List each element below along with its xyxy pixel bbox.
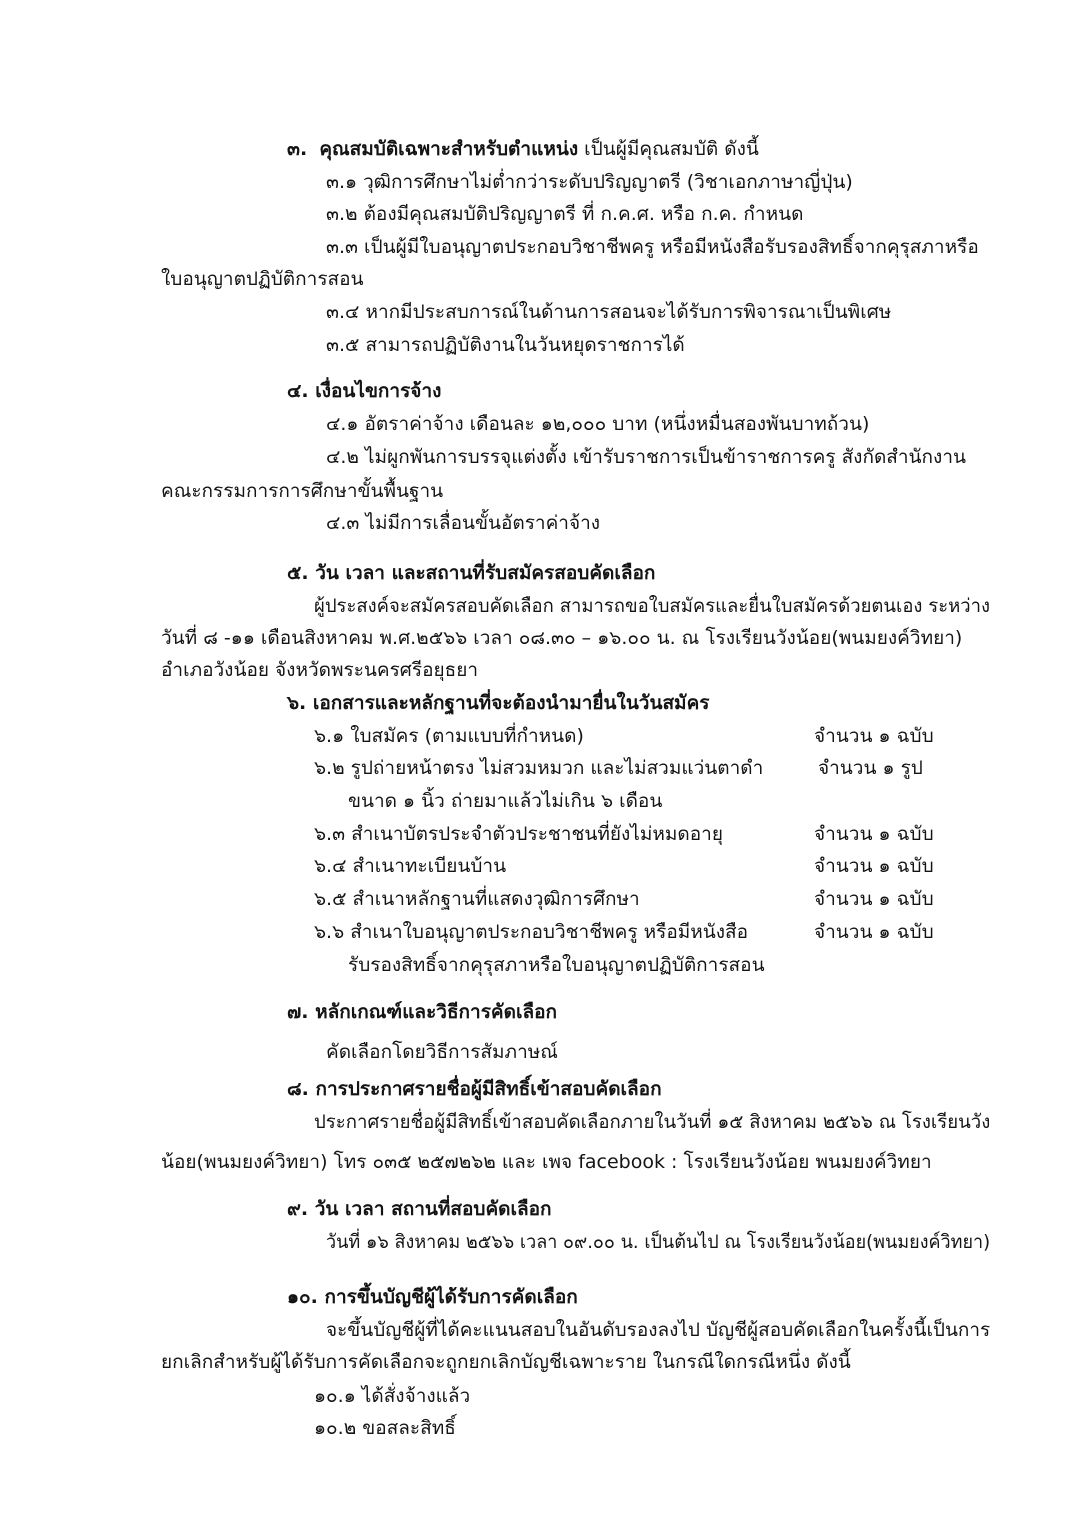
section-5-para-3: อำเภอวังน้อย จังหวัดพระนครศรีอยุธยา bbox=[161, 659, 479, 681]
item-3-4: ๓.๔ หากมีประสบการณ์ในด้านการสอนจะได้รับการพิจารณาเป็นพิเศษ bbox=[326, 301, 892, 323]
section-7-para: คัดเลือกโดยวิธีการสัมภาษณ์ bbox=[326, 1041, 558, 1063]
item-4-2: ๔.๒ ไม่ผูกพันการบรรจุแต่งตั้ง เข้ารับราชการเป็นข้าราชการครู สังกัดสำนักงาน bbox=[326, 446, 966, 468]
item-3-3-cont: ใบอนุญาตปฏิบัติการสอน bbox=[161, 268, 364, 290]
section-8-para-1: ประกาศรายชื่อผู้มีสิทธิ์เข้าสอบคัดเลือกภายในวันที่ ๑๕ สิงหาคม ๒๕๖๖ ณ โรงเรียนวัง bbox=[314, 1111, 991, 1133]
section-10-heading: ๑๐. การขึ้นบัญชีผู้ได้รับการคัดเลือก bbox=[287, 1286, 578, 1308]
item-4-3: ๔.๓ ไม่มีการเลื่อนขั้นอัตราค่าจ้าง bbox=[326, 512, 601, 534]
section-3-title-rest: เป็นผู้มีคุณสมบัติ ดังนี้ bbox=[584, 138, 759, 160]
section-5-para-1: ผู้ประสงค์จะสมัครสอบคัดเลือก สามารถขอใบสมัครและยื่นใบสมัครด้วยตนเอง ระหว่าง bbox=[314, 595, 991, 617]
section-8-para-2: น้อย(พนมยงค์วิทยา) โทร ๐๓๕ ๒๕๗๒๖๒ และ เพจ facebook : โรงเรียนวังน้อย พนมยงค์วิทยา bbox=[161, 1151, 932, 1173]
section-5-para-2: วันที่ ๘ -๑๑ เดือนสิงหาคม พ.ศ.๒๕๖๖ เวลา ๐๘.๓๐ – ๑๖.๐๐ น. ณ โรงเรียนวังน้อย(พนมยงค์วิทยา) bbox=[161, 627, 963, 649]
item-6-4-amount: จำนวน ๑ ฉบับ bbox=[814, 855, 934, 877]
item-4-2-cont: คณะกรรมการการศึกษาขั้นพื้นฐาน bbox=[161, 480, 444, 502]
item-6-6-amount: จำนวน ๑ ฉบับ bbox=[814, 921, 934, 943]
item-6-1-amount: จำนวน ๑ ฉบับ bbox=[814, 725, 934, 747]
item-6-5: ๖.๕ สำเนาหลักฐานที่แสดงวุฒิการศึกษา bbox=[314, 888, 640, 910]
section-8-heading: ๘. การประกาศรายชื่อผู้มีสิทธิ์เข้าสอบคัดเลือก bbox=[287, 1078, 662, 1100]
section-6-heading: ๖. เอกสารและหลักฐานที่จะต้องนำมายื่นในวันสมัคร bbox=[287, 692, 710, 714]
item-6-3: ๖.๓ สำเนาบัตรประจำตัวประชาชนที่ยังไม่หมดอายุ bbox=[314, 823, 723, 845]
item-3-3: ๓.๓ เป็นผู้มีใบอนุญาตประกอบวิชาชีพครู หรือมีหนังสือรับรองสิทธิ์จากคุรุสภาหรือ bbox=[326, 236, 979, 258]
item-4-1: ๔.๑ อัตราค่าจ้าง เดือนละ ๑๒,๐๐๐ บาท (หนึ่งหมื่นสองพันบาทถ้วน) bbox=[326, 413, 870, 435]
section-5-heading: ๕. วัน เวลา และสถานที่รับสมัครสอบคัดเลือก bbox=[287, 562, 656, 584]
item-6-6: ๖.๖ สำเนาใบอนุญาตประกอบวิชาชีพครู หรือมีหนังสือ bbox=[314, 921, 749, 943]
item-3-2: ๓.๒ ต้องมีคุณสมบัติปริญญาตรี ที่ ก.ค.ศ. หรือ ก.ค. กำหนด bbox=[326, 203, 804, 225]
item-6-2-cont: ขนาด ๑ นิ้ว ถ่ายมาแล้วไม่เกิน ๖ เดือน bbox=[348, 790, 663, 812]
item-10-2: ๑๐.๒ ขอสละสิทธิ์ bbox=[314, 1417, 456, 1439]
section-10-para-1: จะขึ้นบัญชีผู้ที่ได้คะแนนสอบในอันดับรองลงไป บัญชีผู้สอบคัดเลือกในครั้งนี้เป็นการ bbox=[326, 1319, 991, 1341]
section-3-title: คุณสมบัติเฉพาะสำหรับตำแหน่ง bbox=[319, 138, 579, 160]
item-6-1: ๖.๑ ใบสมัคร (ตามแบบที่กำหนด) bbox=[314, 725, 584, 747]
section-9-heading: ๙. วัน เวลา สถานที่สอบคัดเลือก bbox=[287, 1198, 552, 1220]
section-3-heading bbox=[287, 137, 759, 161]
item-3-5: ๓.๕ สามารถปฏิบัติงานในวันหยุดราชการได้ bbox=[326, 334, 685, 356]
item-6-2-amount: จำนวน ๑ รูป bbox=[818, 757, 923, 779]
item-10-1: ๑๐.๑ ได้สั่งจ้างแล้ว bbox=[314, 1385, 471, 1407]
section-4-heading: ๔. เงื่อนไขการจ้าง bbox=[287, 380, 442, 402]
item-6-3-amount: จำนวน ๑ ฉบับ bbox=[814, 823, 934, 845]
section-9-para: วันที่ ๑๖ สิงหาคม ๒๕๖๖ เวลา ๐๙.๐๐ น. เป็นต้นไป ณ โรงเรียนวังน้อย(พนมยงค์วิทยา) bbox=[326, 1231, 991, 1253]
section-3-number: ๓. bbox=[287, 138, 308, 160]
section-10-para-2: ยกเลิกสำหรับผู้ได้รับการคัดเลือกจะถูกยกเลิกบัญชีเฉพาะราย ในกรณีใดกรณีหนึ่ง ดังนี้ bbox=[161, 1351, 851, 1373]
section-7-heading: ๗. หลักเกณฑ์และวิธีการคัดเลือก bbox=[287, 1001, 558, 1023]
item-6-4: ๖.๔ สำเนาทะเบียนบ้าน bbox=[314, 855, 507, 877]
item-6-6-cont: รับรองสิทธิ์จากคุรุสภาหรือใบอนุญาตปฏิบัติการสอน bbox=[348, 954, 765, 976]
item-6-2: ๖.๒ รูปถ่ายหน้าตรง ไม่สวมหมวก และไม่สวมแว่นตาดำ bbox=[314, 757, 764, 779]
item-6-5-amount: จำนวน ๑ ฉบับ bbox=[814, 888, 934, 910]
item-3-1: ๓.๑ วุฒิการศึกษาไม่ต่ำกว่าระดับปริญญาตรี (วิชาเอกภาษาญี่ปุ่น) bbox=[326, 171, 853, 193]
